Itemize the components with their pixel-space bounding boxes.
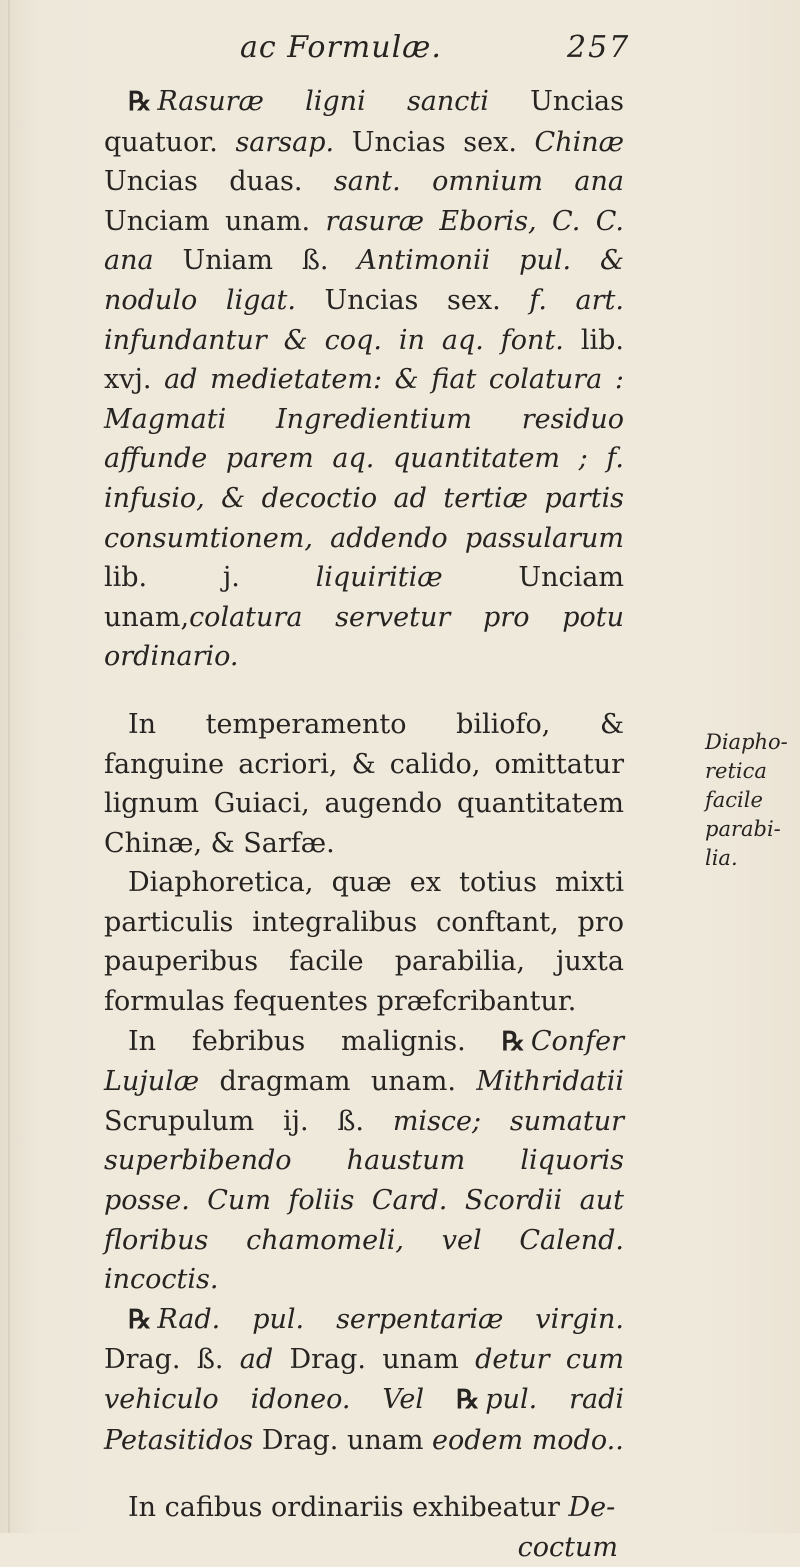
margin-note-line: lia. <box>705 846 738 870</box>
catchword: coctum <box>517 1531 618 1563</box>
paragraph-febribus: In febribus malignis. ℞ Confer Lujulæ dragmam unam. Mithridatii Scrupulum ij. ß. misce; sumatur superbibendo haustum liquoris posse. Cum foliis Card. Scordii aut floribus chamomeli, vel Calend. incoctis. <box>104 1025 625 1296</box>
paragraph-diaphoretica: Diaphoretica, quæ ex totius mixti particulis integralibus conftant, pro pauperibus facile parabilia, juxta formulas fequentes præfcribantur. <box>104 867 624 1018</box>
gutter-shadow <box>8 0 10 1533</box>
paragraph-casibus: In cafibus ordinariis exhibeatur De- <box>128 1492 616 1524</box>
recipe-symbol-icon: ℞ <box>455 1385 480 1415</box>
body-text <box>104 82 624 1567</box>
margin-note-line: parabi- <box>705 817 781 841</box>
paragraph-recipe-decoction: ℞ Rasuræ ligni sancti Uncias quatuor. sarsap. Uncias sex. Chinæ Uncias duas. sant. omnium ana Unciam unam. rasuræ Eboris, C. C. ana Uniam ß. Antimonii pul. & nodulo ligat. Uncias sex. f. art. infundantur & coq. in aq. font. lib. xvj. ad medietatem: & fiat colatura : Magmati Ingredientium residuo affunde parem aq. quantitatem ; f. infusio, & decoctio ad tertiæ partis consumtionem, addendo passularum lib. j. liquiritiæ Unciam unam,colatura servetur pro potu ordinario. <box>104 86 624 673</box>
margin-note-line: Diapho- <box>705 730 788 754</box>
recipe-symbol-icon: ℞ <box>128 87 152 117</box>
recipe-symbol-icon: ℞ <box>128 1304 152 1335</box>
page-number: 257 <box>567 30 631 65</box>
paragraph-temperament: In temperamento biliofo, & fanguine acriori, & calido, omittatur lignum Guiaci, augendo quantitatem Chinæ, & Sarfæ. <box>104 708 624 859</box>
running-head: ac Formulæ. <box>240 30 442 65</box>
recipe-symbol-icon: ℞ <box>501 1026 525 1057</box>
margin-note-line: retica <box>705 759 767 783</box>
margin-note-line: facile <box>705 788 763 812</box>
margin-note <box>705 728 800 873</box>
page-header <box>0 30 800 70</box>
paragraph-serpentaria: ℞ Rad. pul. serpentariæ virgin. Drag. ß. ad Drag. unam detur cum vehiculo idoneo. Vel ℞ pul. radi Petasitidos Drag. unam eodem modo.. <box>104 1303 624 1456</box>
